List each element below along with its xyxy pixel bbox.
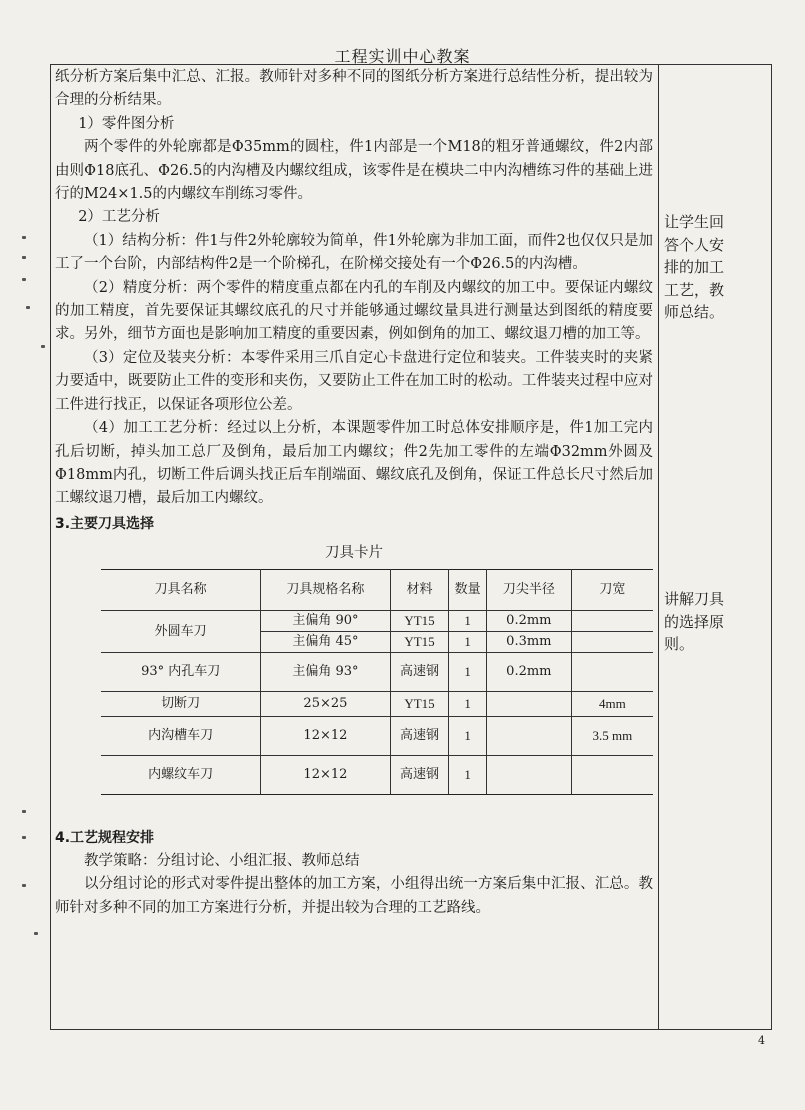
table-row (101, 716, 653, 755)
clamping-analysis-paragraph: （3）定位及装夹分析：本零件采用三爪自定心卡盘进行定位和装夹。工件装夹时的夹紧力要适中，既要防止工件的变形和夹伤，又要防止工件在加工时的松动。工件装夹过程中应对工件进行找正，以保证各项形位公差。 (55, 349, 653, 413)
tool-spec: 12×12 (261, 716, 390, 755)
main-column (55, 66, 653, 920)
tool-qty: 1 (449, 755, 486, 794)
table-row (101, 652, 653, 691)
page-number: 4 (758, 1034, 765, 1047)
tool-qty: 1 (449, 691, 486, 716)
tool-width (571, 652, 653, 691)
margin-mark (22, 836, 26, 839)
col-header-material: 材料 (390, 569, 449, 610)
tool-material: YT15 (390, 691, 449, 716)
tool-qty: 1 (449, 716, 486, 755)
side-note-process: 让学生回答个人安排的加工工艺，教师总结。 (664, 213, 725, 321)
tool-selection-heading: 3.主要刀具选择 (55, 515, 155, 532)
page-title: 工程实训中心教案 (334, 47, 471, 66)
part-analysis-text: 两个零件的外轮廓都是Φ35mm的圆柱，件1内部是一个M18的粗牙普通螺纹，件2内部由则Φ18底孔、Φ26.5的内沟槽及内螺纹组成，该零件是在模块二中内沟槽练习件的基础上进行的M24×1.5的内螺纹车削练习零件。 (55, 139, 653, 203)
tool-spec: 12×12 (261, 755, 390, 794)
tool-radius (486, 755, 571, 794)
precision-analysis-paragraph: （2）精度分析：两个零件的精度重点都在内孔的车削及内螺纹的加工中。要保证内螺纹的加工精度，首先要保证其螺纹底孔的尺寸并能够通过螺纹量具进行测量达到图纸的精度要求。另外，细节方面也是影响加工精度的重要因素，例如倒角的加工、螺纹退刀槽的加工等。 (55, 279, 653, 343)
tool-spec: 主偏角 90° (261, 610, 390, 631)
tool-width (571, 755, 653, 794)
margin-mark (22, 236, 26, 239)
tool-material: YT15 (390, 631, 449, 652)
tool-width (571, 631, 653, 652)
column-divider (658, 64, 659, 1030)
tool-qty: 1 (449, 631, 486, 652)
margin-mark (26, 306, 30, 309)
tool-name: 内沟槽车刀 (101, 716, 261, 755)
col-header-radius: 刀尖半径 (486, 569, 571, 610)
tool-card-table (101, 569, 653, 795)
part-analysis-heading: 1）零件图分析 (78, 115, 175, 132)
tool-radius: 0.2mm (486, 610, 571, 631)
tool-qty: 1 (449, 610, 486, 631)
margin-mark (22, 256, 26, 259)
tool-radius: 0.2mm (486, 652, 571, 691)
tool-width (571, 610, 653, 631)
margin-mark (22, 810, 26, 813)
table-row (101, 755, 653, 794)
tool-name: 切断刀 (101, 691, 261, 716)
table-row (101, 691, 653, 716)
margin-mark (34, 932, 38, 935)
tool-name: 内螺纹车刀 (101, 755, 261, 794)
tool-material: 高速钢 (390, 716, 449, 755)
tool-width: 4mm (571, 691, 653, 716)
margin-mark (22, 278, 26, 281)
tool-material: 高速钢 (390, 652, 449, 691)
table-caption: 刀具卡片 (325, 545, 383, 562)
tool-material: 高速钢 (390, 755, 449, 794)
intro-paragraph: 纸分析方案后集中汇总、汇报。教师针对多种不同的图纸分析方案进行总结性分析，提出较为合理的分析结果。 (55, 69, 653, 109)
structure-analysis-paragraph: （1）结构分析：件1与件2外轮廓较为简单，件1外轮廓为非加工面，而件2也仅仅只是加工了一个台阶，内部结构件2是一个阶梯孔，在阶梯交接处有一个Φ26.5的内沟槽。 (55, 232, 653, 273)
tool-qty: 1 (449, 652, 486, 691)
process-analysis-heading: 2）工艺分析 (78, 209, 160, 226)
col-header-spec: 刀具规格名称 (261, 569, 390, 610)
tool-width: 3.5 mm (571, 716, 653, 755)
tool-spec: 25×25 (261, 691, 390, 716)
table-row (101, 610, 653, 631)
side-note-tools: 讲解刀具的选择原则。 (664, 590, 725, 653)
tool-spec: 主偏角 93° (261, 652, 390, 691)
col-header-name: 刀具名称 (101, 569, 261, 610)
tool-radius (486, 691, 571, 716)
table-header-row (101, 569, 653, 610)
process-plan-text: 以分组讨论的形式对零件提出整体的加工方案，小组得出统一方案后集中汇报、汇总。教师针对多种不同的加工方案进行分析，并提出较为合理的工艺路线。 (55, 876, 653, 916)
teaching-strategy: 教学策略：分组讨论、小组汇报、教师总结 (84, 852, 360, 869)
col-header-qty: 数量 (449, 569, 486, 610)
margin-mark (22, 884, 26, 887)
tool-radius: 0.3mm (486, 631, 571, 652)
col-header-width: 刀宽 (571, 569, 653, 610)
tool-name: 93° 内孔车刀 (101, 652, 261, 691)
process-plan-heading: 4.工艺规程安排 (55, 829, 155, 846)
tool-material: YT15 (390, 610, 449, 631)
machining-analysis-paragraph: （4）加工工艺分析：经过以上分析，本课题零件加工时总体安排顺序是，件1加工完内孔后切断，掉头加工总厂及倒角，最后加工内螺纹；件2先加工零件的左端Φ32mm外圆及Φ18mm内孔，切断工件后调头找正后车削端面、螺纹底孔及倒角，保证工件总长尺寸然后加工螺纹退刀槽，最后加工内螺纹。 (55, 420, 653, 507)
margin-mark (41, 345, 45, 348)
tool-radius (486, 716, 571, 755)
tool-spec: 主偏角 45° (261, 631, 390, 652)
tool-name: 外圆车刀 (101, 610, 261, 652)
